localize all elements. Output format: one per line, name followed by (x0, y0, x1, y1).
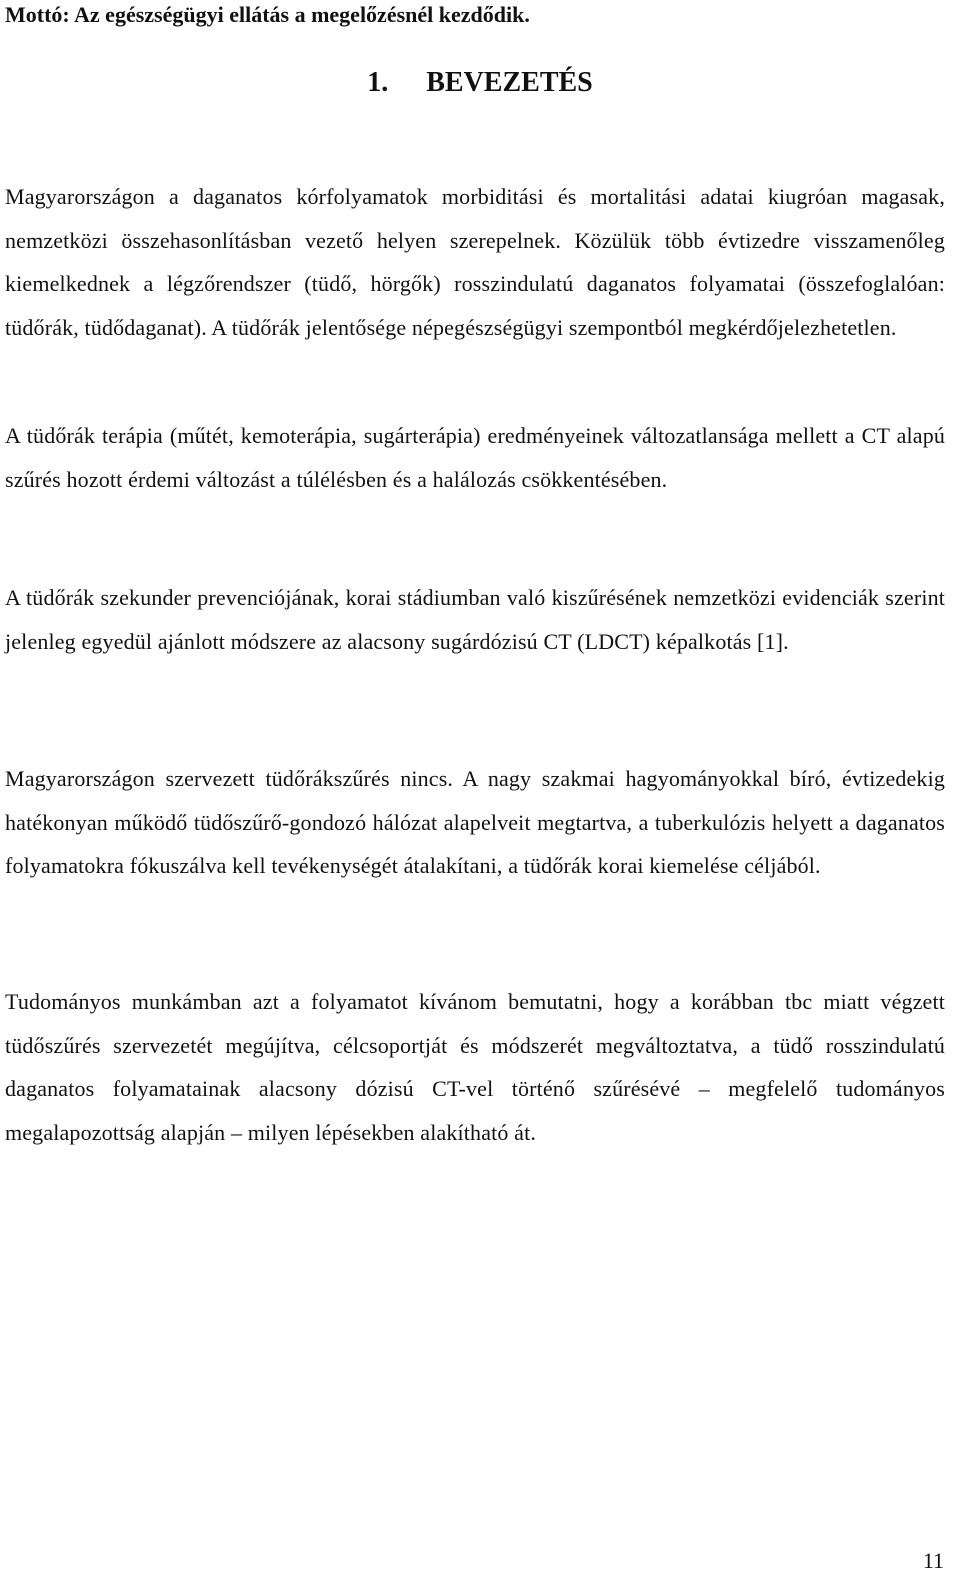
paragraph-5: Tudományos munkámban azt a folyamatot kívánom bemutatni, hogy a korábban tbc miatt végzett tüdőszűrés szervezetét megújítva, célcsoportját és módszerét megváltoztatva, a tüdő rosszindulatú daganatos folyamatainak alacsony dózisú CT-vel történő szűrésévé – megfelelő tudományos megalapozottság alapján – milyen lépésekben alakítható át. (5, 989, 945, 1145)
section-title: BEVEZETÉS (426, 67, 593, 98)
motto: Mottó: Az egészségügyi ellátás a megelőzésnél kezdődik. (5, 2, 530, 27)
paragraph-2: A tüdőrák terápia (műtét, kemoterápia, sugárterápia) eredményeinek változatlansága mellett a CT alapú szűrés hozott érdemi változást a túlélésben és a halálozás csökkentésében. (5, 423, 945, 492)
section-heading (0, 66, 960, 100)
page-number: 11 (922, 1548, 944, 1573)
paragraph-1: Magyarországon a daganatos kórfolyamatok morbiditási és mortalitási adatai kiugróan magasak, nemzetközi összehasonlításban vezető helyen szerepelnek. Közülük több évtizedre visszamenőleg kiemelkednek a légzőrendszer (tüdő, hörgők) rosszindulatú daganatos folyamatai (összefoglalóan: tüdőrák, tüdődaganat). A tüdőrák jelentősége népegészségügyi szempontból megkérdőjelezhetetlen. (5, 184, 945, 340)
section-number: 1. (367, 67, 389, 98)
paragraph-3: A tüdőrák szekunder prevenciójának, korai stádiumban való kiszűrésének nemzetközi evidenciák szerint jelenleg egyedül ajánlott módszere az alacsony sugárdózisú CT (LDCT) képalkotás [1]. (5, 585, 945, 654)
paragraph-4: Magyarországon szervezett tüdőrákszűrés nincs. A nagy szakmai hagyományokkal bíró, évtizedekig hatékonyan működő tüdőszűrő-gondozó hálózat alapelveit megtartva, a tuberkulózis helyett a daganatos folyamatokra fókuszálva kell tevékenységét átalakítani, a tüdőrák korai kiemelése céljából. (5, 766, 945, 878)
